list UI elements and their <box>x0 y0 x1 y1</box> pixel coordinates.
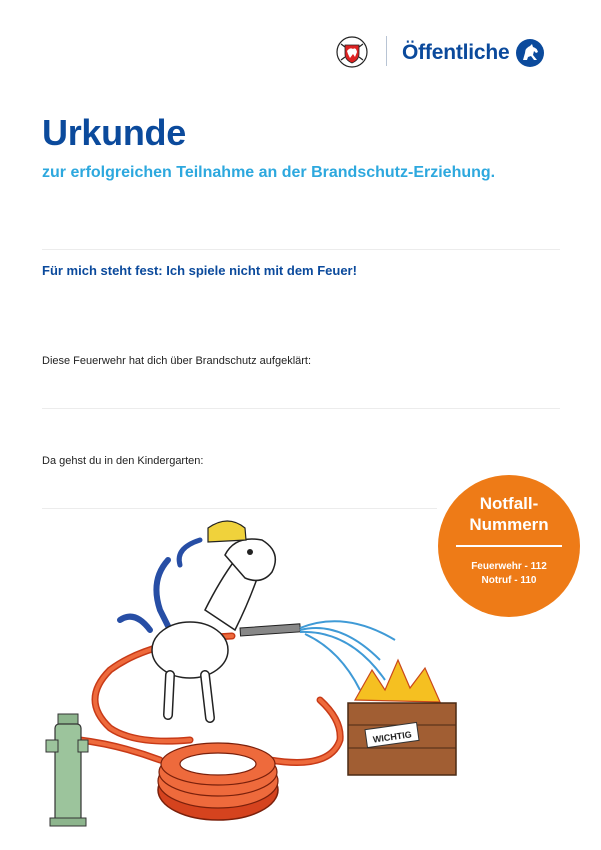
emergency-badge-title <box>438 493 580 535</box>
crate-label: WICHTIG <box>372 729 413 745</box>
certificate-subtitle: zur erfolgreichen Teilnahme an der Brandschutz-Erziehung. <box>42 164 496 181</box>
emergency-numbers-badge <box>438 475 580 617</box>
fire-brigade-crest-icon <box>336 35 368 69</box>
emergency-badge-divider <box>456 545 562 547</box>
horse-firefighter-icon <box>120 521 300 718</box>
fire-brigade-number: Feuerwehr - 112 <box>471 561 547 572</box>
fire-brigade-field-line <box>42 408 560 409</box>
water-spray-icon <box>300 621 395 690</box>
horse-emblem-icon <box>515 38 545 68</box>
divider <box>42 249 560 250</box>
brand-name: Öffentliche <box>402 41 510 64</box>
fire-hydrant-icon <box>46 714 88 826</box>
police-number: Notruf - 110 <box>481 575 537 586</box>
certificate-title: Urkunde <box>42 112 186 153</box>
fire-brigade-field-label: Diese Feuerwehr hat dich über Brandschutz aufgeklärt: <box>42 355 312 367</box>
emergency-title-line1: Notfall- <box>479 494 539 513</box>
logo-separator <box>386 36 387 66</box>
pledge-text: Für mich steht fest: Ich spiele nicht mit dem Feuer! <box>42 263 357 278</box>
emergency-title-line2: Nummern <box>469 515 549 534</box>
kindergarten-field-label: Da gehst du in den Kindergarten: <box>42 455 204 467</box>
burning-crate-icon <box>348 660 456 775</box>
brand-logo <box>402 38 545 68</box>
